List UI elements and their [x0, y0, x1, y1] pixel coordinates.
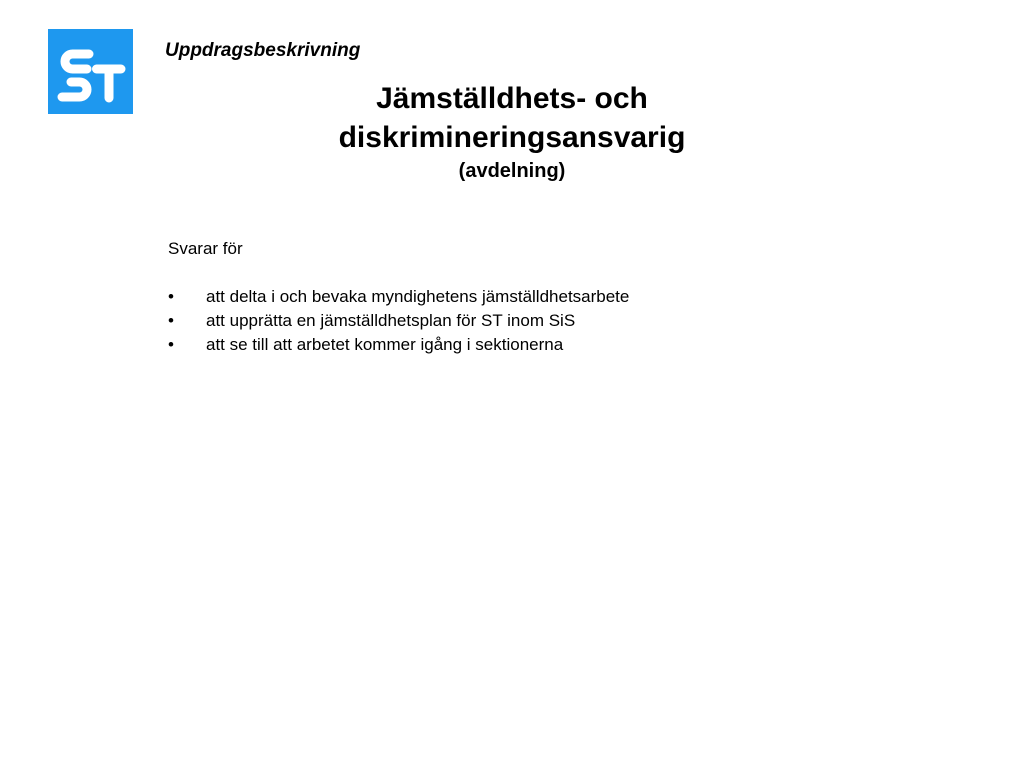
- page-title: [250, 79, 774, 157]
- st-logo: [48, 29, 133, 114]
- bullet-icon: •: [168, 335, 174, 354]
- st-logo-graphic: [48, 29, 133, 114]
- list-item: [168, 285, 629, 309]
- document-type-label: Uppdragsbeskrivning: [165, 40, 361, 61]
- list-item-text: att delta i och bevaka myndighetens jämställdhetsarbete: [206, 287, 630, 306]
- responsibility-list: [168, 285, 629, 357]
- page-title-line-1: Jämställdhets- och: [376, 82, 648, 115]
- intro-text: Svarar för: [168, 239, 243, 258]
- page-title-line-2: diskrimineringsansvarig: [338, 121, 686, 154]
- page-subtitle: (avdelning): [458, 160, 566, 182]
- list-item-text: att se till att arbetet kommer igång i sektionerna: [206, 335, 564, 354]
- responsibilities-section: [168, 237, 629, 357]
- list-item-text: att upprätta en jämställdhetsplan för ST inom SiS: [206, 311, 576, 330]
- bullet-icon: •: [168, 287, 174, 306]
- list-item: [168, 333, 629, 357]
- title-block: [250, 79, 774, 184]
- bullet-icon: •: [168, 311, 174, 330]
- list-item: [168, 309, 629, 333]
